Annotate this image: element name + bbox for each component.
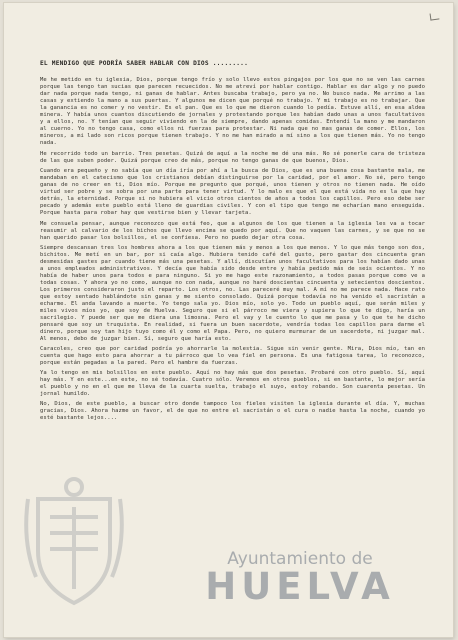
paragraph: Cuando era pequeño y no sabía que un día iría por ahí a la busca de Dios, que es una buena cosa bastante mala, me mandaban en el catecismo que los cristianos debían distinguirse por la caridad, por el amor. No sé, pero tengo ganas de no creer en ti, Dios mío. Porque me pregunto que porqué, unos tienen y otros no tienen nada. He oído virtud ser pobre y se sobra por una parte para tener virtud. Y lo malo es que el que está vida no es la que hay detrás, la eternidad. Porque si no hubiera el vicio otros cientos de años a todos los capillos. Pero eso debe ser pecado y además este pueblo está lleno de guardias civiles. Y con el tipo que tengo me echarían mano enseguida. Porque hasta para robar hay que vestirse bien y llevar tarjeta. [40, 168, 425, 216]
ayuntamiento-watermark [160, 550, 440, 606]
paragraph: Me consuela pensar, aunque reconozco que está feo, que a algunos de los que tienen a la iglesia les va a tocar reasumir al calvario de los bichos que llevo encima se quedo por aquí. Que no vaquen las carnes, y se que no se han querido pasar los bolsillos, el se confiesa. Pero no puedo dejar otra cosa. [40, 221, 425, 241]
document-page [4, 3, 453, 637]
document-body [40, 77, 425, 425]
watermark-line-1: Ayuntamiento de [227, 549, 373, 569]
paragraph: Me he metido en tu iglesia, Dios, porque tengo frío y solo llevo estos pingajos por los que no se ven las carnes porque las tengo tan sucias que parecen recuecidos. No me atreví por hablar contigo. Hablar es dar algo y no puedo dar nada porque nada tengo, ni ganas de hablar. Antes buscaba trabajo, pero ya no. No busco nada. Me arrimo a las casas y extiendo la mano a sus puertas. Y algunos me dicen que porqué no trabajo. Y mi trabajo es no trabajar. Que la ganancia es no comer y no vestir. Es el pan. Que es lo que me dieron cuando lo pedía. Estuve allí, en esa aldea minera. Y había unos cuantos discutiendo de jornales y protestando porque les habían dado unas a unos facultativos y a ellos, no. Y tenían que seguir viviendo en la de siempre, dando apenas comidas. Entendí la mano y me mandaron al cuerno. Yo no tengo casa, como ellos ni fuerzas para protestar. Ni nada que no mas ganas de comer. Ellos, los mineros, a mi lado son ricos porque tienen trabajo. Y no me han mirado a mí sino a los que tienen más. Yo no tengo nada. [40, 77, 425, 146]
watermark-line-2: HUELVA [205, 565, 395, 608]
paragraph: Ya lo tengo en mis bolsillos en este pueblo. Aquí no hay más que dos pesetas. Probaré con otro pueblo. Sí, aquí hay más. Y en este...en este, no sé todavía. Cuatro sólo. Veremos en otros pueblos, si en bastante, lo mejor sería el pueblo y no en el que me lleva de la cuarta suelta, trabajo el suyo, estoy robando. Son cuarenta pesetas. Un jornal humildo. [40, 370, 425, 397]
corner-pencil-mark [430, 12, 440, 20]
paragraph: Siempre descansan tres los hombres ahora a los que tienen más y menos a los que menos. Y lo que más tengo son dos, bichitos. Me metí en un bar, por si caía algo. Hubiera tenido café del gusto, pero gastar dos cincuenta gran desmesidas gastes par cuando tiene más una pesetas. Y allí, discutían unos facultativos para los habían dado unas a unos empleados administrativos. Y decía que había sido desde entre y había pedido más de seis ocientos. Y no había de haber unos para todos e para ninguno. Si yo me hago este razonamiento, a todos pasas porque como ve a todas cosas. Y ahora yo no como, aunque no con nada, aunque no haré doscientas cincuenta y setecientos doscientos. Los primeros consideraron justo el reparto. Los otros, no. Las pareceré muy mal. A mí no me parece nada. Hace rato que estoy sentado hablándote sin ganas y me siento consolado. Quizá porque todavía no ha venido el sacristán a echarme. El anda lavando a muerte. Yo tengo sala yo. Dios mío, solo yo. Todo un pueblo aquí, que serán miles y miles vivos míos yo, que soy de Huelva. Seguro que si el párroco me viera y supiera lo que te digo, haría un sacrilegio. Y puede ser que me diera una limosna. Pero el vay y le cuento lo que me pasa y lo que te he dicho pensaré que soy un truquista. En realidad, si fuera un buen sacerdote, vendría todas los capillos para darme el dinero, porque soy tan hijo tuyo como él y como el Papa. Pero, no quiero murmurar de un sacerdote, ni juzgar mal. Al menos, debo de juzgar bien. Sí, seguro que haría esto. [40, 245, 425, 342]
paragraph: Caracoles, creo que por caridad podría yo ahorrarle la molestia. Sigue sin venir gente. Mira, Dios mío, tan en cuenta que hago esto para ahorrar a tu párroco que lo vea fiel en persona. Es una fatigosa tarea, lo reconozco, porque están pegadas a la pared. Pero el hambre da fuerzas. [40, 346, 425, 366]
paragraph: No, Dios, de este pueblo, a buscar otro donde tampoco los fieles visiten la iglesia durante el día. Y, muchas gracias, Dios. Ahora hazme un favor, el de que no entre el sacristán o el cura o nadie hasta la noche, cuando yo esté bastante lejos.... [40, 401, 425, 421]
coat-of-arms-icon [14, 473, 134, 613]
document-title: EL MENDIGO QUE PODRÍA SABER HABLAR CON DIOS ......... [40, 60, 249, 67]
paragraph: He recorrido todo un barrio. Tres pesetas. Quizá de aquí a la noche me dé una más. No sé ponerle cara de tristeza de las que suben poder. Quizá porque creo de más, porque no tengo ganas de que buenos, Dios. [40, 151, 425, 164]
